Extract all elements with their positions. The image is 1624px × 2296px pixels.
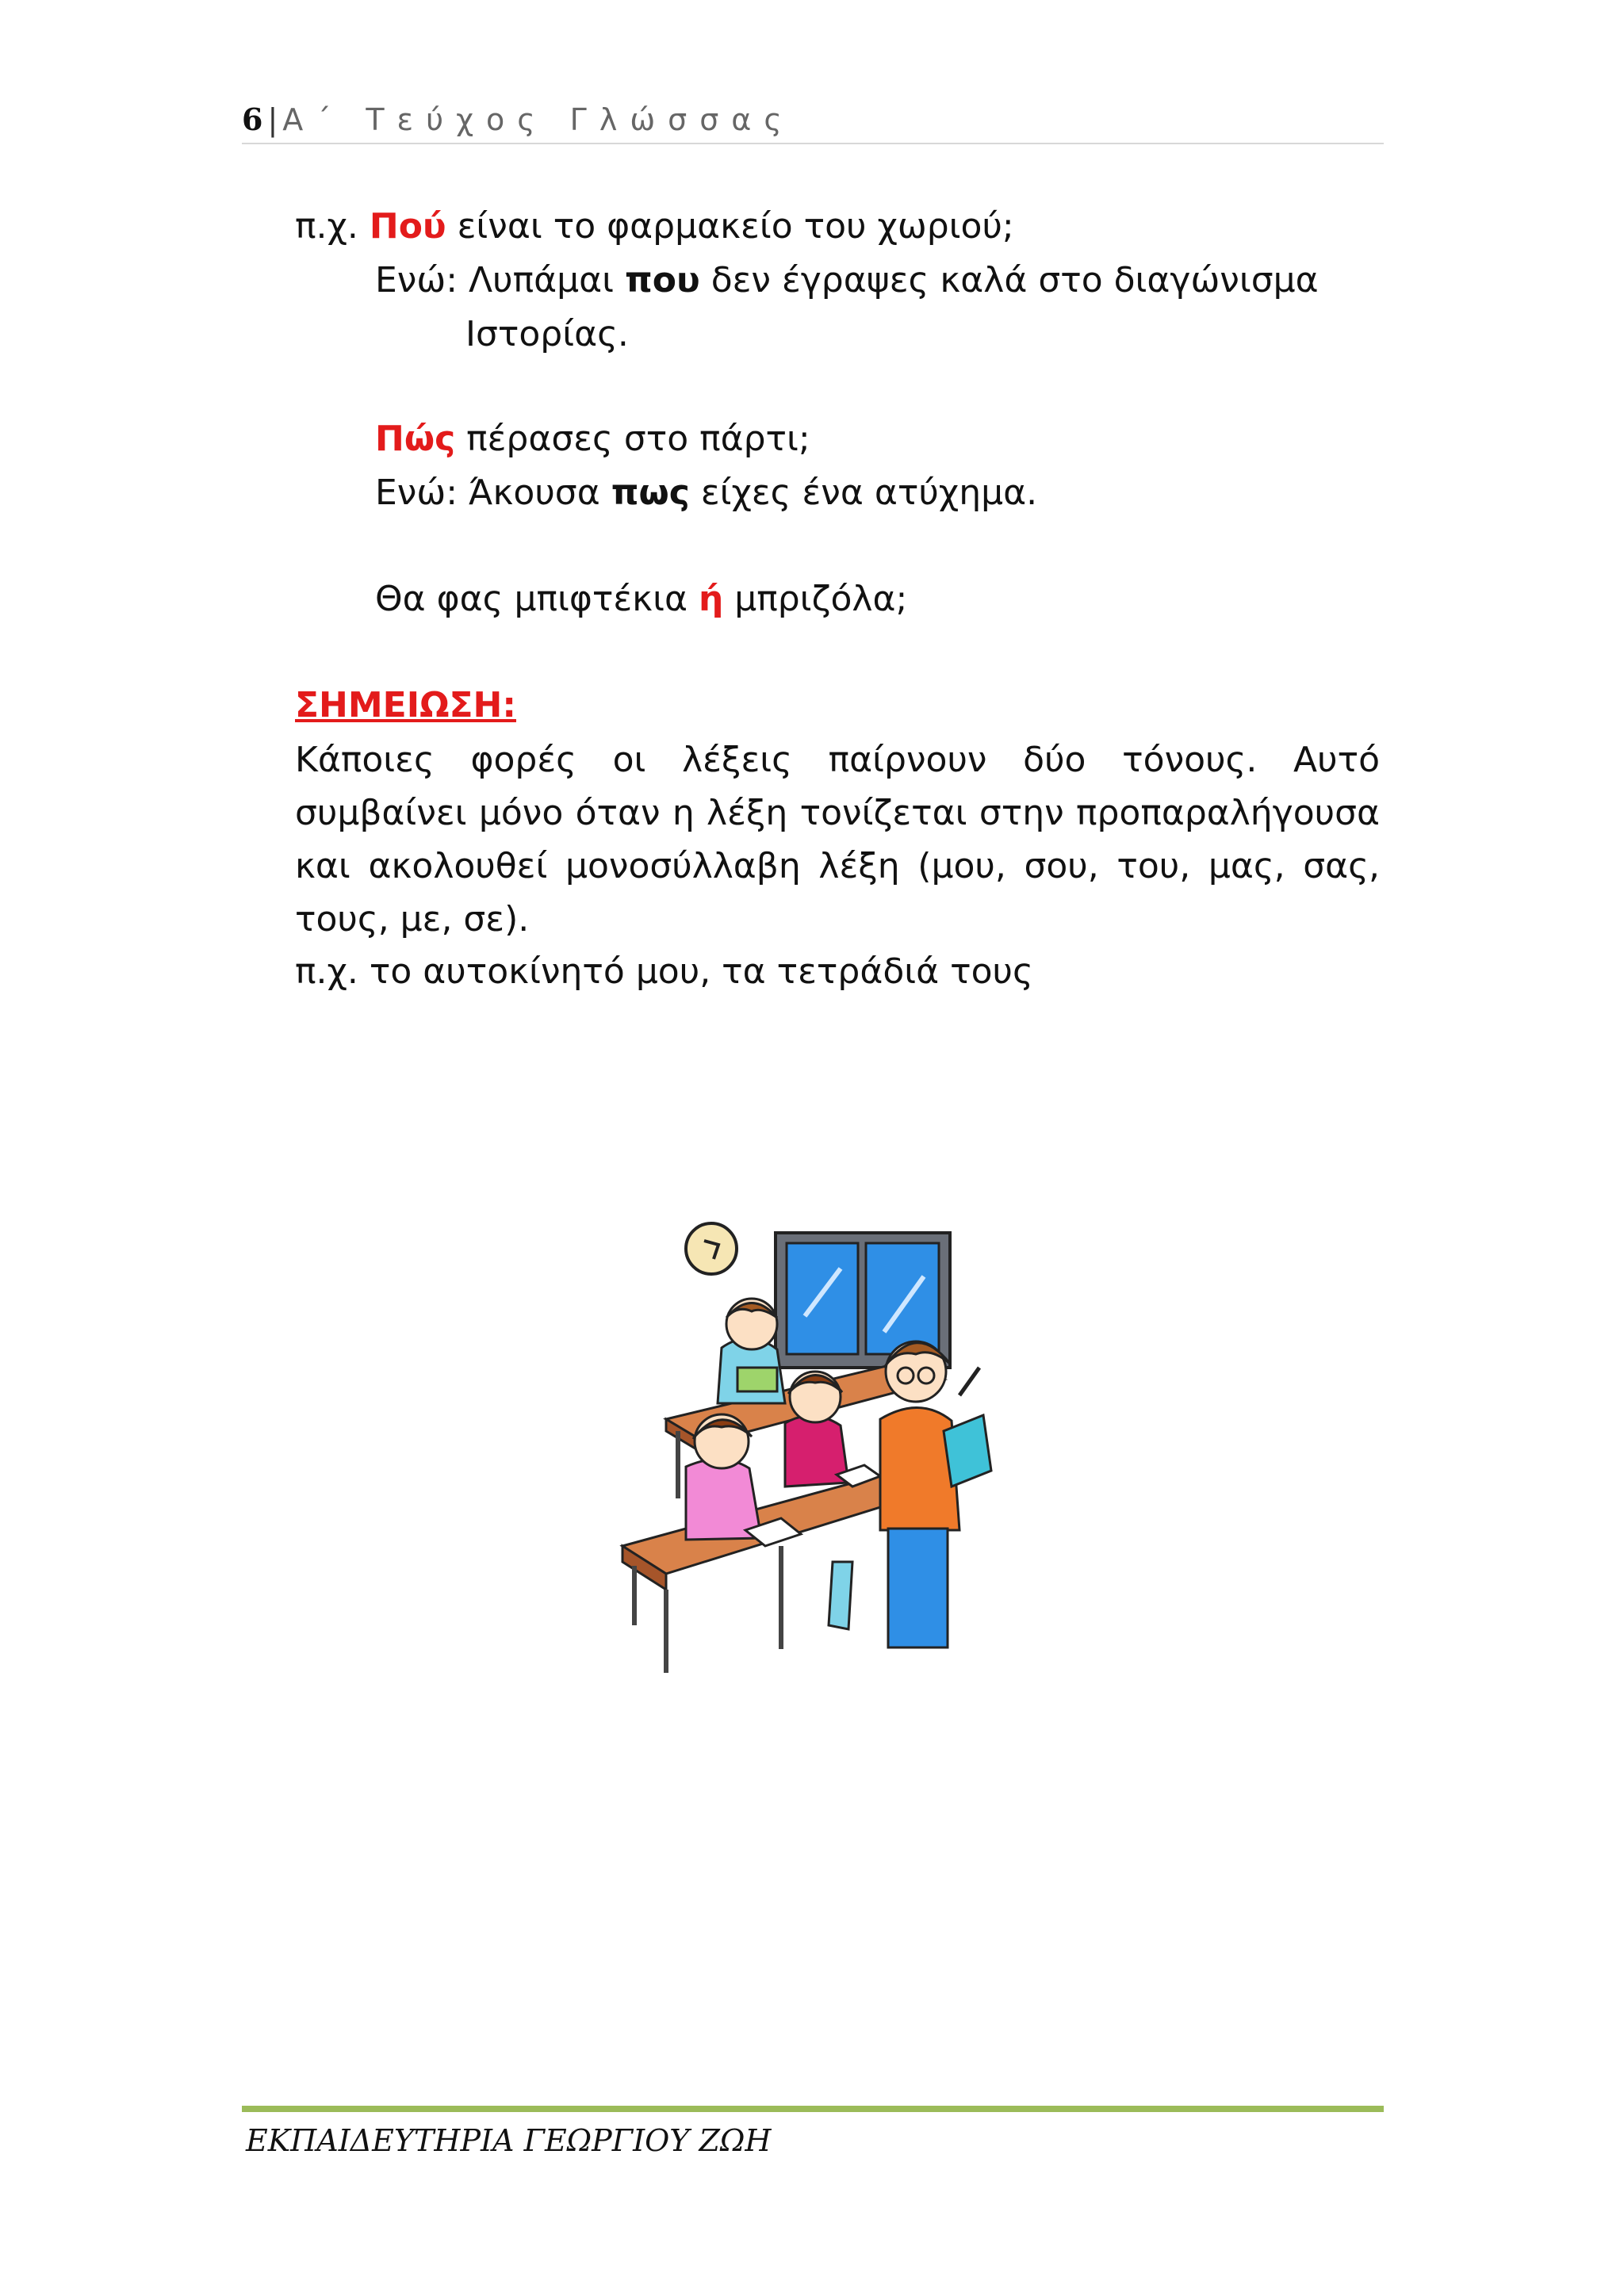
example-2-prefix: Ενώ: Λυπάμαι [375,260,625,300]
example-1-prefix: π.χ. [295,206,370,247]
teacher [880,1341,991,1647]
example-line-3 [375,417,810,461]
example-4-text: είχες ένα ατύχημα. [689,473,1038,513]
header-separator: | [267,102,278,137]
example-2-keyword: που [624,260,700,300]
note-paragraph: Κάποιες φορές οι λέξεις παίρνουν δύο τόνους. Αυτό συμβαίνει μόνο όταν η λέξη τονίζεται στην προπαραλήγουσα και ακολουθεί μονοσύλλαβη λέξη (μου, σου, του, μας, σας, τους, με, σε). [295,740,1380,939]
page-header [242,101,1384,144]
example-line-5 [375,577,907,622]
example-line-1 [295,205,1014,249]
footer-text: ΕΚΠΑΙΔΕΥΤΗΡΙΑ ΓΕΩΡΓΙΟΥ ΖΩΗ [246,2123,772,2158]
footer-rule [242,2106,1384,2112]
student-girl-pink [686,1414,801,1546]
example-line-2-cont [465,312,629,357]
page-number: 6 [242,101,263,137]
example-5-text: μπριζόλα; [723,579,908,619]
example-line-2 [375,258,1319,303]
example-4-prefix: Ενώ: Άκουσα [375,473,611,513]
example-2-continuation: Ιστορίας. [465,314,629,354]
example-5-prefix: Θα φας μπιφτέκια [375,579,699,619]
example-1-keyword: Πού [369,206,446,247]
note-example: π.χ. το αυτοκίνητό μου, τα τετράδιά τους [295,951,1033,992]
example-5-keyword: ή [698,579,724,619]
example-3-text: πέρασες στο πάρτι; [455,419,810,459]
wall-clock-icon [686,1223,737,1274]
classroom-illustration [611,1213,1055,1681]
example-2-text: δεν έγραψες καλά στο διαγώνισμα [699,260,1319,300]
student-boy [718,1299,785,1403]
header-title: Α΄ Τεύχος Γλώσσας [282,102,795,137]
example-4-keyword: πως [611,473,690,513]
example-3-keyword: Πώς [375,419,456,459]
example-line-4 [375,471,1037,515]
note-heading: ΣΗΜΕΙΩΣΗ: [295,685,516,725]
example-1-text: είναι το φαρμακείο του χωριού; [446,206,1014,247]
